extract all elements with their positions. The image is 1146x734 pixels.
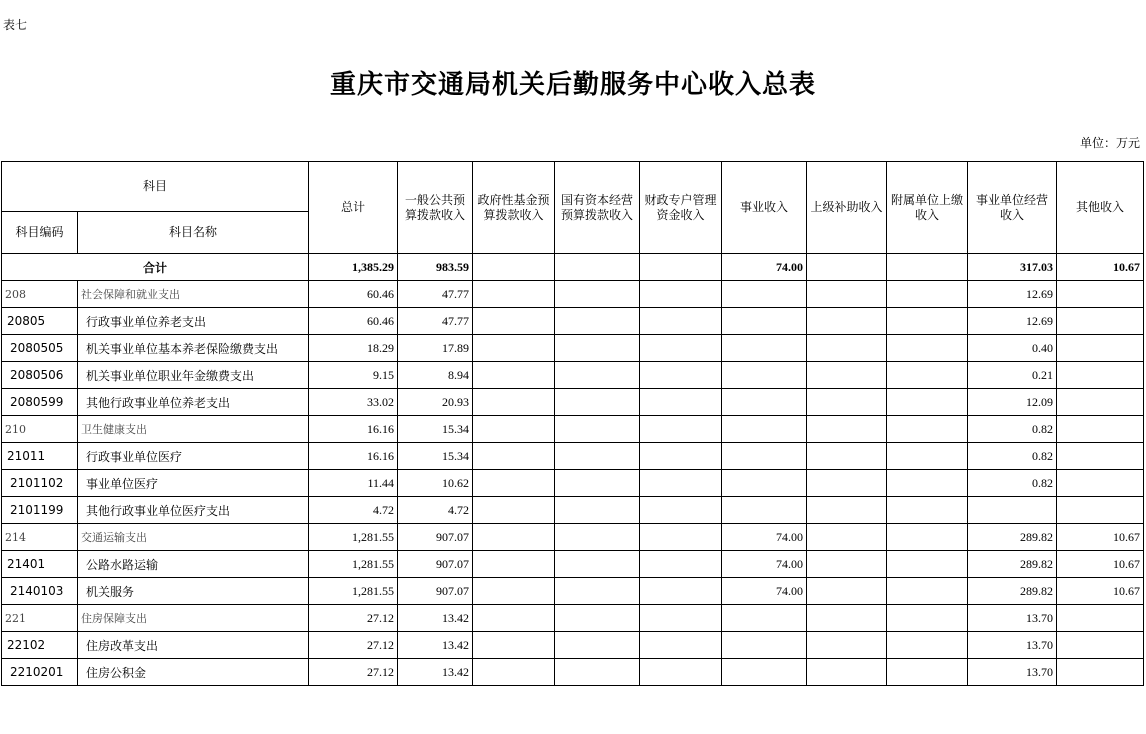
total-row: [2, 254, 1144, 281]
amount-cell-other: [1057, 497, 1144, 524]
table-row: [2, 389, 1144, 416]
amount-cell-affiliated: [887, 443, 968, 470]
amount-cell-affiliated: [887, 632, 968, 659]
subject-code-cell: 22102: [2, 632, 78, 659]
amount-cell-total: 11.44: [309, 470, 398, 497]
header-other-income: 其他收入: [1057, 162, 1144, 254]
header-gov-fund: 政府性基金预算拨款收入: [473, 162, 555, 254]
amount-cell-superior: [807, 578, 887, 605]
amount-cell-special: [640, 551, 722, 578]
amount-cell-gov-fund: [473, 443, 555, 470]
amount-cell-total: 1,281.55: [309, 524, 398, 551]
amount-cell-special: [640, 281, 722, 308]
amount-cell-gov-fund: [473, 389, 555, 416]
amount-cell-state-capital: [555, 416, 640, 443]
amount-cell-affiliated: [887, 389, 968, 416]
amount-cell-operation: 13.70: [968, 605, 1057, 632]
amount-cell-special: [640, 335, 722, 362]
amount-cell-business: [722, 443, 807, 470]
table-row: [2, 335, 1144, 362]
table-row: [2, 524, 1144, 551]
subject-code-cell: 2080599: [2, 389, 78, 416]
header-total: 总计: [309, 162, 398, 254]
table-row: [2, 632, 1144, 659]
amount-cell-general: 47.77: [398, 281, 473, 308]
table-row: [2, 416, 1144, 443]
amount-cell-gov-fund: [473, 362, 555, 389]
amount-cell-total: 9.15: [309, 362, 398, 389]
amount-cell-other: [1057, 308, 1144, 335]
total-cell: 1,385.29: [309, 254, 398, 281]
table-row: [2, 470, 1144, 497]
subject-code-cell: 208: [2, 281, 78, 308]
amount-cell-state-capital: [555, 389, 640, 416]
amount-cell-gov-fund: [473, 497, 555, 524]
subject-code-cell: 20805: [2, 308, 78, 335]
amount-cell-affiliated: [887, 524, 968, 551]
amount-cell-gov-fund: [473, 308, 555, 335]
amount-cell-special: [640, 308, 722, 335]
amount-cell-other: [1057, 416, 1144, 443]
amount-cell-business: [722, 389, 807, 416]
amount-cell-special: [640, 524, 722, 551]
amount-cell-other: [1057, 632, 1144, 659]
amount-cell-superior: [807, 524, 887, 551]
subject-code-cell: 221: [2, 605, 78, 632]
amount-cell-other: 10.67: [1057, 578, 1144, 605]
amount-cell-affiliated: [887, 416, 968, 443]
amount-cell-special: [640, 443, 722, 470]
amount-cell-state-capital: [555, 443, 640, 470]
amount-cell-operation: 0.21: [968, 362, 1057, 389]
unit-label: 单位：万元: [1079, 136, 1140, 150]
amount-cell-operation: 0.82: [968, 443, 1057, 470]
amount-cell-superior: [807, 632, 887, 659]
amount-cell-operation: 289.82: [968, 524, 1057, 551]
amount-cell-business: [722, 308, 807, 335]
amount-cell-other: [1057, 281, 1144, 308]
amount-cell-general: 10.62: [398, 470, 473, 497]
amount-cell-superior: [807, 416, 887, 443]
table-row: [2, 659, 1144, 686]
amount-cell-affiliated: [887, 497, 968, 524]
amount-cell-state-capital: [555, 362, 640, 389]
amount-cell-other: [1057, 470, 1144, 497]
subject-name-cell: 机关服务: [78, 578, 309, 605]
amount-cell-operation: 12.09: [968, 389, 1057, 416]
amount-cell-other: [1057, 659, 1144, 686]
subject-name-cell: 交通运输支出: [78, 524, 309, 551]
amount-cell-total: 1,281.55: [309, 578, 398, 605]
table-row: [2, 605, 1144, 632]
amount-cell-general: 17.89: [398, 335, 473, 362]
amount-cell-other: 10.67: [1057, 551, 1144, 578]
amount-cell-total: 60.46: [309, 281, 398, 308]
amount-cell-gov-fund: [473, 470, 555, 497]
amount-cell-state-capital: [555, 632, 640, 659]
amount-cell-general: 907.07: [398, 578, 473, 605]
amount-cell-operation: 0.40: [968, 335, 1057, 362]
header-business-income: 事业收入: [722, 162, 807, 254]
income-summary-table: [1, 161, 1144, 686]
amount-cell-special: [640, 605, 722, 632]
header-subject-code: 科目编码: [2, 212, 78, 254]
amount-cell-superior: [807, 389, 887, 416]
amount-cell-state-capital: [555, 281, 640, 308]
header-general-budget: 一般公共预算拨款收入: [398, 162, 473, 254]
amount-cell-affiliated: [887, 551, 968, 578]
subject-code-cell: 2101199: [2, 497, 78, 524]
table-row: [2, 443, 1144, 470]
subject-code-cell: 2210201: [2, 659, 78, 686]
total-cell: 983.59: [398, 254, 473, 281]
amount-cell-special: [640, 470, 722, 497]
amount-cell-state-capital: [555, 497, 640, 524]
amount-cell-total: 33.02: [309, 389, 398, 416]
amount-cell-operation: 12.69: [968, 308, 1057, 335]
amount-cell-general: 13.42: [398, 605, 473, 632]
amount-cell-business: 74.00: [722, 551, 807, 578]
amount-cell-general: 13.42: [398, 659, 473, 686]
amount-cell-affiliated: [887, 335, 968, 362]
subject-name-cell: 其他行政事业单位医疗支出: [78, 497, 309, 524]
total-cell: 74.00: [722, 254, 807, 281]
total-cell: [473, 254, 555, 281]
amount-cell-gov-fund: [473, 659, 555, 686]
total-cell: 317.03: [968, 254, 1057, 281]
subject-code-cell: 2080506: [2, 362, 78, 389]
amount-cell-state-capital: [555, 551, 640, 578]
amount-cell-affiliated: [887, 578, 968, 605]
amount-cell-gov-fund: [473, 416, 555, 443]
header-subject-name: 科目名称: [78, 212, 309, 254]
amount-cell-state-capital: [555, 308, 640, 335]
total-label: 合计: [2, 254, 309, 281]
amount-cell-total: 18.29: [309, 335, 398, 362]
amount-cell-total: 27.12: [309, 632, 398, 659]
amount-cell-affiliated: [887, 281, 968, 308]
amount-cell-operation: 289.82: [968, 551, 1057, 578]
amount-cell-affiliated: [887, 470, 968, 497]
amount-cell-general: 13.42: [398, 632, 473, 659]
amount-cell-total: 4.72: [309, 497, 398, 524]
table-row: [2, 281, 1144, 308]
amount-cell-superior: [807, 335, 887, 362]
amount-cell-other: [1057, 389, 1144, 416]
header-state-capital: 国有资本经营预算拨款收入: [555, 162, 640, 254]
amount-cell-operation: 0.82: [968, 470, 1057, 497]
amount-cell-general: 4.72: [398, 497, 473, 524]
amount-cell-superior: [807, 497, 887, 524]
subject-name-cell: 社会保障和就业支出: [78, 281, 309, 308]
amount-cell-total: 27.12: [309, 659, 398, 686]
total-cell: [807, 254, 887, 281]
amount-cell-affiliated: [887, 308, 968, 335]
subject-code-cell: 214: [2, 524, 78, 551]
amount-cell-operation: 13.70: [968, 632, 1057, 659]
page-title: 重庆市交通局机关后勤服务中心收入总表: [329, 70, 816, 100]
amount-cell-gov-fund: [473, 335, 555, 362]
amount-cell-special: [640, 659, 722, 686]
header-special-account: 财政专户管理资金收入: [640, 162, 722, 254]
amount-cell-business: 74.00: [722, 578, 807, 605]
amount-cell-business: [722, 659, 807, 686]
amount-cell-state-capital: [555, 335, 640, 362]
amount-cell-state-capital: [555, 470, 640, 497]
subject-code-cell: 210: [2, 416, 78, 443]
amount-cell-general: 8.94: [398, 362, 473, 389]
total-cell: [555, 254, 640, 281]
amount-cell-business: [722, 632, 807, 659]
amount-cell-general: 15.34: [398, 416, 473, 443]
amount-cell-gov-fund: [473, 551, 555, 578]
subject-name-cell: 卫生健康支出: [78, 416, 309, 443]
amount-cell-gov-fund: [473, 632, 555, 659]
amount-cell-special: [640, 632, 722, 659]
amount-cell-gov-fund: [473, 524, 555, 551]
amount-cell-special: [640, 578, 722, 605]
subject-name-cell: 住房公积金: [78, 659, 309, 686]
amount-cell-total: 16.16: [309, 416, 398, 443]
amount-cell-special: [640, 389, 722, 416]
amount-cell-state-capital: [555, 578, 640, 605]
amount-cell-total: 27.12: [309, 605, 398, 632]
amount-cell-gov-fund: [473, 578, 555, 605]
table-row: [2, 578, 1144, 605]
amount-cell-general: 907.07: [398, 524, 473, 551]
table-row: [2, 551, 1144, 578]
header-affiliated-income: 附属单位上缴收入: [887, 162, 968, 254]
amount-cell-affiliated: [887, 605, 968, 632]
amount-cell-operation: 289.82: [968, 578, 1057, 605]
subject-name-cell: 住房保障支出: [78, 605, 309, 632]
table-row: [2, 497, 1144, 524]
subject-name-cell: 机关事业单位基本养老保险缴费支出: [78, 335, 309, 362]
subject-code-cell: 21401: [2, 551, 78, 578]
amount-cell-gov-fund: [473, 281, 555, 308]
amount-cell-general: 47.77: [398, 308, 473, 335]
amount-cell-superior: [807, 605, 887, 632]
subject-name-cell: 公路水路运输: [78, 551, 309, 578]
amount-cell-affiliated: [887, 362, 968, 389]
subject-name-cell: 住房改革支出: [78, 632, 309, 659]
amount-cell-superior: [807, 659, 887, 686]
amount-cell-gov-fund: [473, 605, 555, 632]
amount-cell-state-capital: [555, 605, 640, 632]
amount-cell-superior: [807, 308, 887, 335]
amount-cell-other: [1057, 335, 1144, 362]
amount-cell-state-capital: [555, 659, 640, 686]
amount-cell-total: 16.16: [309, 443, 398, 470]
amount-cell-general: 907.07: [398, 551, 473, 578]
subject-code-cell: 2101102: [2, 470, 78, 497]
amount-cell-operation: [968, 497, 1057, 524]
header-subject: 科目: [2, 162, 309, 212]
amount-cell-other: [1057, 605, 1144, 632]
amount-cell-other: [1057, 443, 1144, 470]
amount-cell-general: 20.93: [398, 389, 473, 416]
subject-name-cell: 其他行政事业单位养老支出: [78, 389, 309, 416]
amount-cell-operation: 12.69: [968, 281, 1057, 308]
amount-cell-operation: 13.70: [968, 659, 1057, 686]
total-cell: [640, 254, 722, 281]
table-number-label: 表七: [3, 18, 28, 32]
subject-code-cell: 2080505: [2, 335, 78, 362]
amount-cell-business: [722, 497, 807, 524]
total-cell: [887, 254, 968, 281]
amount-cell-business: [722, 416, 807, 443]
amount-cell-superior: [807, 443, 887, 470]
amount-cell-other: 10.67: [1057, 524, 1144, 551]
amount-cell-superior: [807, 362, 887, 389]
table-row: [2, 308, 1144, 335]
subject-name-cell: 事业单位医疗: [78, 470, 309, 497]
amount-cell-general: 15.34: [398, 443, 473, 470]
amount-cell-state-capital: [555, 524, 640, 551]
amount-cell-business: [722, 281, 807, 308]
amount-cell-affiliated: [887, 659, 968, 686]
table-row: [2, 362, 1144, 389]
subject-name-cell: 行政事业单位医疗: [78, 443, 309, 470]
header-operation-income: 事业单位经营收入: [968, 162, 1057, 254]
amount-cell-business: 74.00: [722, 524, 807, 551]
amount-cell-special: [640, 362, 722, 389]
subject-name-cell: 行政事业单位养老支出: [78, 308, 309, 335]
subject-code-cell: 2140103: [2, 578, 78, 605]
subject-code-cell: 21011: [2, 443, 78, 470]
amount-cell-operation: 0.82: [968, 416, 1057, 443]
amount-cell-total: 1,281.55: [309, 551, 398, 578]
amount-cell-total: 60.46: [309, 308, 398, 335]
amount-cell-business: [722, 470, 807, 497]
amount-cell-special: [640, 497, 722, 524]
amount-cell-business: [722, 605, 807, 632]
amount-cell-superior: [807, 281, 887, 308]
amount-cell-business: [722, 362, 807, 389]
amount-cell-special: [640, 416, 722, 443]
total-cell: 10.67: [1057, 254, 1144, 281]
amount-cell-other: [1057, 362, 1144, 389]
amount-cell-superior: [807, 551, 887, 578]
subject-name-cell: 机关事业单位职业年金缴费支出: [78, 362, 309, 389]
amount-cell-superior: [807, 470, 887, 497]
header-superior-subsidy: 上级补助收入: [807, 162, 887, 254]
amount-cell-business: [722, 335, 807, 362]
